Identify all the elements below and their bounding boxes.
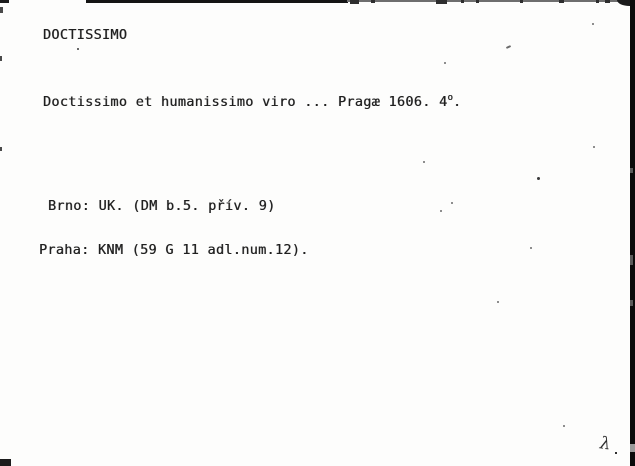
handwritten-mark-dot <box>615 452 617 454</box>
card-entry-text: Doctissimo et humanissimo viro ... Pragæ 1606. 4 <box>43 94 448 110</box>
card-entry-superscript: o <box>447 92 453 103</box>
scan-speckle <box>440 210 442 212</box>
holding-line-brno: Brno: UK. (DM b.5. přív. 9) <box>48 198 276 214</box>
holding-line-praha: Praha: KNM (59 G 11 adl.num.12). <box>39 242 309 258</box>
card-entry-line <box>43 94 461 110</box>
handwritten-mark: λ <box>598 433 612 455</box>
scan-speckle <box>563 425 565 427</box>
card-heading: DOCTISSIMO <box>43 27 128 43</box>
scan-edge-right-bar <box>630 0 635 466</box>
scan-tick <box>461 0 464 3</box>
scan-edge-top-line <box>86 0 348 3</box>
scan-tick <box>559 0 564 3</box>
scan-tick <box>605 0 610 3</box>
scan-bar-gap <box>630 444 635 452</box>
scan-tick <box>476 0 479 3</box>
scan-tick <box>596 0 599 3</box>
card-entry-suffix: . <box>452 94 462 110</box>
scan-edge-top-line-thin <box>347 0 632 2</box>
scan-left-dash <box>0 7 3 13</box>
scan-tick <box>520 0 523 3</box>
scan-speckle <box>537 177 540 180</box>
scan-speckle <box>423 161 425 163</box>
scan-speckle <box>444 62 446 64</box>
scan-bar-notch <box>630 300 633 306</box>
scan-tick <box>371 0 375 3</box>
scan-speckle <box>592 23 594 25</box>
scan-speckle <box>530 247 532 249</box>
scan-tick <box>350 0 359 4</box>
scan-speckle <box>506 45 511 49</box>
scan-edge-top-left <box>0 0 9 3</box>
scan-speckle <box>77 48 79 50</box>
scan-speckle <box>451 202 453 204</box>
scan-bar-notch <box>630 168 633 173</box>
scan-edge-bottom-left-mark <box>0 459 11 466</box>
scan-left-dash <box>0 56 2 61</box>
scan-speckle <box>497 301 499 303</box>
scan-speckle <box>593 146 595 148</box>
scan-tick <box>436 0 447 4</box>
scan-left-dash <box>0 147 2 151</box>
scan-bar-notch <box>630 255 633 265</box>
